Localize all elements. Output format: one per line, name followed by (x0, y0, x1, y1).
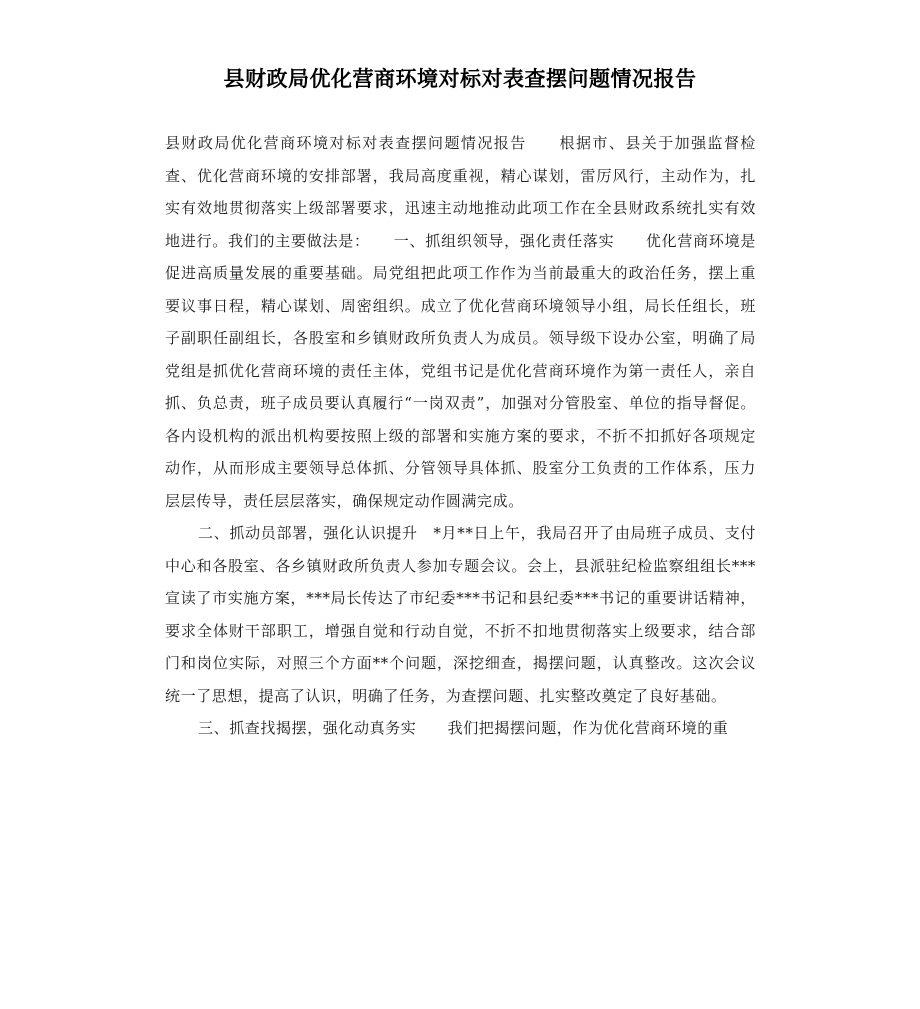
document-body (165, 127, 756, 745)
document-title: 县财政局优化营商环境对标对表查摆问题情况报告 (223, 67, 697, 91)
paragraph-mobilization: 二、抓动员部署，强化认识提升 *月**日上午，我局召开了由局班子成员、支付中心和各股室、各乡镇财政所负责人参加专题会议。会上，县派驻纪检监察组组长***宣读了市实施方案，***局长传达了市纪委***书记和县纪委***书记的重要讲话精神，要求全体财干部职工，增强自觉和行动自觉，不折不扣地贯彻落实上级要求，结合部门和岗位实际，对照三个方面**个问题，深挖细查，揭摆问题，认真整改。这次会议统一了思想，提高了认识，明确了任务，为查摆问题、扎实整改奠定了良好基础。 (165, 524, 756, 705)
paragraph-investigation: 三、抓查找揭摆，强化动真务实 我们把揭摆问题，作为优化营商环境的重 (198, 719, 729, 737)
paragraph-intro: 县财政局优化营商环境对标对表查摆问题情况报告 根据市、县关于加强监督检查、优化营商环境的安排部署，我局高度重视，精心谋划，雷厉风行，主动作为，扎实有效地贯彻落实上级部署要求，迅速主动地推动此项工作在全县财政系统扎实有效地进行。我们的主要做法是： 一、抓组织领导，强化责任落实 优化营商环境是促进高质量发展的重要基础。局党组把此项工作作为当前最重大的政治任务，摆上重要议事日程，精心谋划、周密组织。成立了优化营商环境领导小组，局长任组长，班子副职任副组长，各股室和乡镇财政所负责人为成员。领导级下设办公室，明确了局党组是抓优化营商环境的责任主体，党组书记是优化营商环境作为第一责任人，亲自抓、负总责，班子成员要认真履行“一岗双责”，加强对分管股室、单位的指导督促。各内设机构的派出机构要按照上级的部署和实施方案的要求，不折不扣抓好各项规定动作，从而形成主要领导总体抓、分管领导具体抓、股室分工负责的工作体系，压力层层传导，责任层层落实，确保规定动作圆满完成。 (165, 134, 756, 510)
